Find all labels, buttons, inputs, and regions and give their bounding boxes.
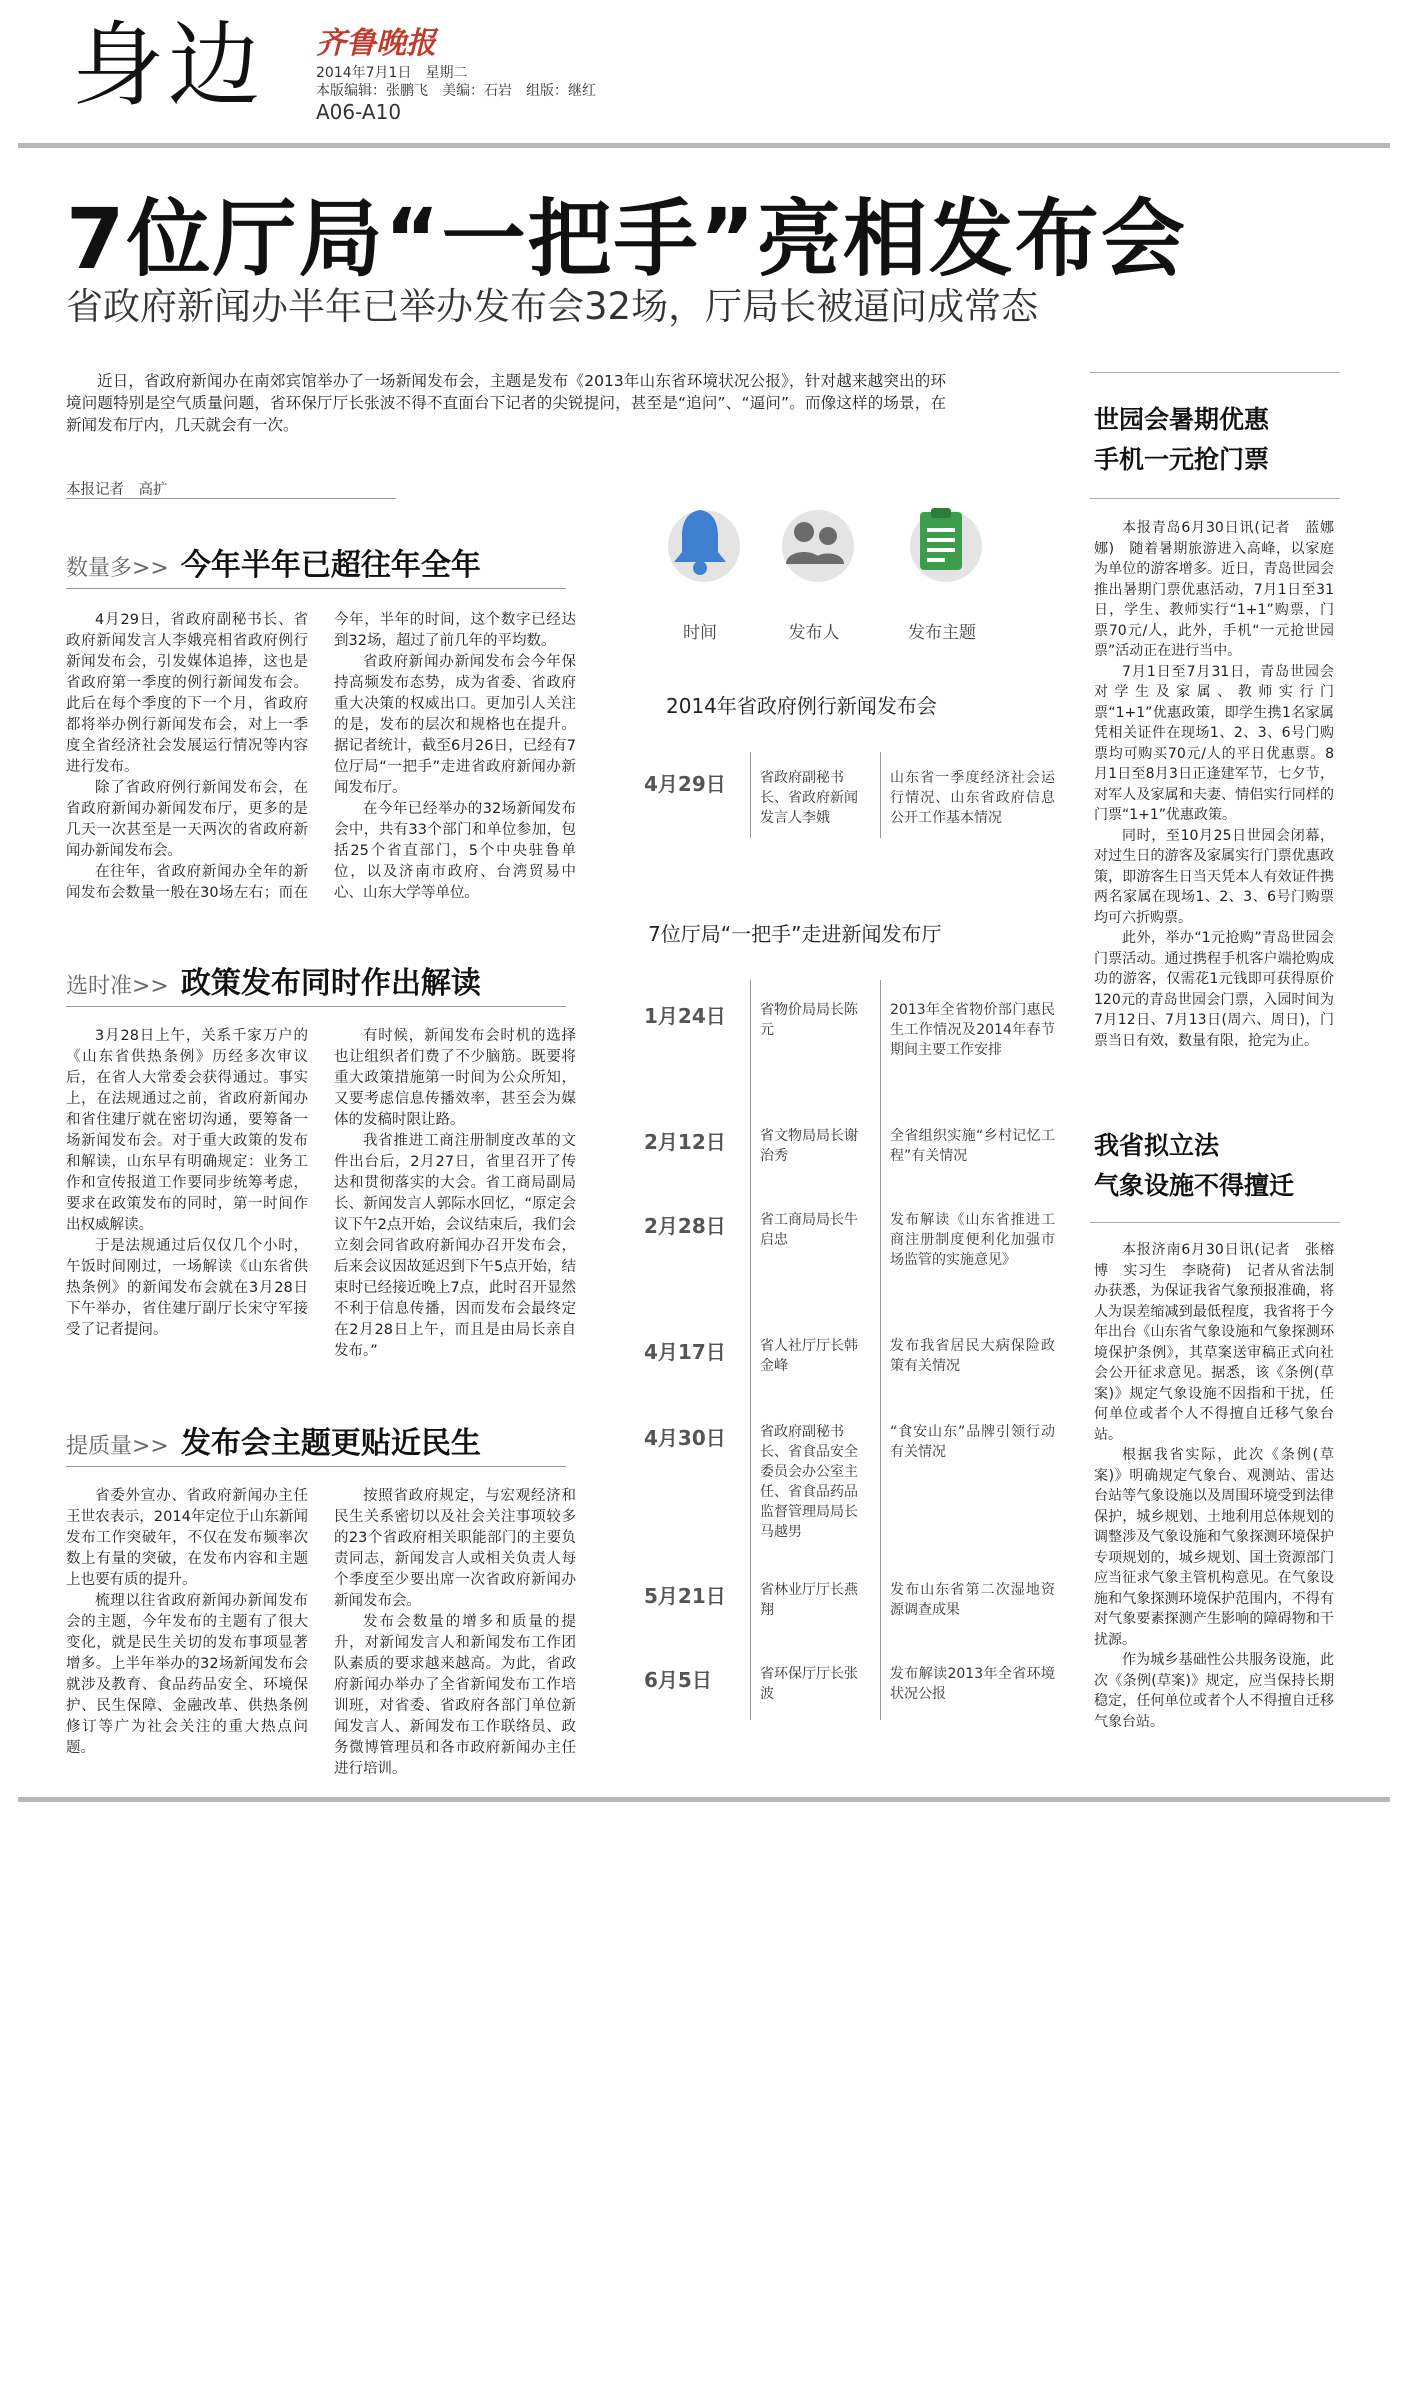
section-tag: 提质量>> <box>66 1434 169 1459</box>
paragraph: 本报济南6月30日讯(记者 张榕博 实习生 李晓荷) 记者从省法制办获悉，为保证我省气象预报准确，将人为误差缩减到最低程度，我省将于今年出台《山东省气象设施和气象探测环境保护条例》，其草案送审稿正式向社会公开征求意见。据悉，该《条例(草案)》规定气象设施不因指和干扰，任何单位或者个人不得擅自迁移气象台站。 <box>1094 1242 1334 1443</box>
row-topic: “食安山东”品牌引领行动有关情况 <box>890 1424 1055 1460</box>
row-topic: 山东省一季度经济社会运行情况、山东省政府信息公开工作基本情况 <box>890 770 1055 826</box>
headline: 7位厅局“一把手”亮相发布会 <box>66 190 1187 288</box>
section-tag: 数量多>> <box>66 556 169 581</box>
paragraph: 同时，至10月25日世园会闭幕，对过生日的游客及家属实行门票优惠政策，即游客生日当天凭本人有效证件携两名家属在现场1、2、3、6号门购票均可六折购票。 <box>1094 827 1334 926</box>
top-rule <box>18 143 1390 148</box>
row-date: 6月5日 <box>644 1668 712 1692</box>
row-topic: 发布解读2013年全省环境状况公报 <box>890 1666 1055 1702</box>
people-icon <box>772 500 856 584</box>
paragraph: 作为城乡基础性公共服务设施，此次《条例(草案)》规定，应当保持长期稳定，任何单位或者个人不得擅自迁移气象台站。 <box>1094 1652 1334 1730</box>
newspaper-logo: 齐鲁晚报 <box>316 26 436 61</box>
row-date: 4月30日 <box>644 1426 726 1450</box>
row-speaker: 省政府副秘书长、省食品安全委员会办公室主任、省食品药品监督管理局局长马越男 <box>760 1424 858 1540</box>
page-range: A06-A10 <box>316 100 402 124</box>
row-speaker: 省人社厅厅长韩金峰 <box>760 1338 858 1374</box>
table-title: 7位厅局“一把手”走进新闻发布厅 <box>648 922 942 946</box>
column-divider <box>750 980 751 1720</box>
row-topic: 2013年全省物价部门惠民生工作情况及2014年春节期间主要工作安排 <box>890 1002 1055 1058</box>
row-speaker: 省林业厅厅长燕翔 <box>760 1582 858 1618</box>
section-title-text: 今年半年已超往年全年 <box>180 548 481 583</box>
sidebar-rule <box>1090 1222 1340 1223</box>
section-rule <box>66 1006 566 1007</box>
column-divider <box>880 980 881 1720</box>
section-heading-timing <box>66 958 481 1002</box>
section-rule <box>66 588 566 589</box>
sidebar-story-body <box>1094 1240 1334 1732</box>
section-tag: 选时准>> <box>66 974 169 999</box>
paragraph: 梳理以往省政府新闻办新闻发布会的主题，今年发布的主题有了很大变化，就是民生关切的发布事项显著增多。上半年举办的32场新闻发布会就涉及教育、食品药品安全、环境保护、民生保障、金融改革、供热条例修订等广为社会关注的重大热点问题。 <box>66 1593 308 1756</box>
section-title-text: 发布会主题更贴近民生 <box>180 1426 481 1461</box>
paragraph: 省委外宣办、省政府新闻办主任王世农表示，2014年定位于山东新闻发布工作突破年，不仅在发布频率次数上有量的突破，在发布内容和主题上也要有质的提升。 <box>66 1488 308 1588</box>
paragraph: 7月1日至7月31日，青岛世园会对学生及家属、教师实行门票“1+1”优惠政策，即学生携1名家属凭相关证件在现场1、2、3、6号门购票均可购买70元/人的平日优惠票。8月1日至8月3日正逢建军节，七夕节，对军人及家属和夫妻、情侣实行同样的门票“1+1”优惠政策。 <box>1094 663 1334 823</box>
section-heading-quantity <box>66 540 481 584</box>
row-speaker: 省文物局局长谢治秀 <box>760 1128 858 1164</box>
row-speaker: 省工商局局长牛启忠 <box>760 1212 858 1248</box>
icon-label: 时间 <box>683 623 717 643</box>
paragraph: 3月28日上午，关系千家万户的《山东省供热条例》历经多次审议后，在省人大常委会获得通过。事实上，在法规通过之前，省政府新闻办和省住建厅就在密切沟通，要筹备一场新闻发布会。对于重大政策的发布和解读，山东早有明确规定：业务工作和宣传报道工作要同步统筹考虑，要求在政策发布的同时，第一时间作出权威解读。 <box>66 1028 308 1233</box>
paragraph: 4月29日，省政府副秘书长、省政府新闻发言人李娥亮相省政府例行新闻发布会，引发媒体追捧，这也是省政府第一季度的例行新闻发布会。此后在每个季度的下一个月，省政府都将举办例行新闻发布会，对上一季度全省经济社会发展运行情况等内容进行发布。 <box>66 612 308 775</box>
row-speaker: 省政府副秘书长、省政府新闻发言人李娥 <box>760 770 858 826</box>
row-date: 4月29日 <box>644 772 726 796</box>
paragraph: 在往年，省政府新闻办全年的新闻发布会数量一般在30场左右；而在今年，半年的时间，这个数字已经达到32场，超过了前几年的平均数。 <box>66 612 576 901</box>
row-topic: 发布解读《山东省推进工商注册制度便利化加强市场监管的实施意见》 <box>890 1212 1055 1268</box>
paragraph: 除了省政府例行新闻发布会，在省政府新闻办新闻发布厅，更多的是几天一次甚至是一天两次的省政府新闻办新闻发布会。 <box>66 780 308 859</box>
editors-line: 本版编辑：张鹏飞 美编：石岩 组版：继红 <box>316 83 596 99</box>
paragraph: 于是法规通过后仅仅几个小时，午饭时间刚过，一场解读《山东省供热条例》的新闻发布会就在3月28日下午举办，省住建厅副厅长宋守军接受了记者提问。 <box>66 1238 308 1338</box>
sidebar-headline-line: 气象设施不得擅迁 <box>1094 1171 1295 1200</box>
issue-date: 2014年7月1日 星期二 <box>316 65 468 81</box>
sidebar-headline-line: 手机一元抢门票 <box>1094 445 1270 474</box>
sidebar-headline-line: 我省拟立法 <box>1094 1131 1220 1160</box>
subheadline: 省政府新闻办半年已举办发布会32场，厅局长被逼问成常态 <box>66 285 1039 328</box>
table-title: 2014年省政府例行新闻发布会 <box>666 694 937 718</box>
row-date: 5月21日 <box>644 1584 726 1608</box>
byline-rule <box>66 498 396 499</box>
bottom-rule <box>18 1797 1390 1802</box>
paragraph: 在今年已经举办的32场新闻发布会中，共有33个部门和单位参加，包括25个省直部门，5个中央驻鲁单位，以及济南市政府、台湾贸易中心、山东大学等单位。 <box>334 801 576 901</box>
section-rule <box>66 1466 566 1467</box>
row-date: 1月24日 <box>644 1004 726 1028</box>
sidebar-story-body <box>1094 518 1334 1051</box>
section-title: 身边 <box>72 12 265 119</box>
paragraph: 有时候，新闻发布会时机的选择也让组织者们费了不少脑筋。既要将重大政策措施第一时间为公众所知，又要考虑信息传播效率，甚至会为媒体的发稿时限让路。 <box>334 1028 576 1128</box>
row-topic: 发布山东省第二次湿地资源调查成果 <box>890 1582 1055 1618</box>
section-body-timing <box>66 1026 576 1362</box>
section-body-quality <box>66 1486 576 1780</box>
lead-paragraph: 近日，省政府新闻办在南郊宾馆举办了一场新闻发布会，主题是发布《2013年山东省环境状况公报》，针对越来越突出的环境问题特别是空气质量问题，省环保厅厅长张波不得不直面台下记者的尖锐提问，甚至是“追问”、“逼问”。而像这样的场景，在新闻发布厅内，几天就会有一次。 <box>66 372 946 434</box>
icon-label: 发布人 <box>788 623 840 643</box>
paragraph: 本报青岛6月30日讯(记者 蓝娜娜) 随着暑期旅游进入高峰，以家庭为单位的游客增多。近日，青岛世园会推出暑期门票优惠活动，7月1日至31日，学生、教师实行“1+1”购票，门票70元/人，此外，手机“一元抢世园票”活动正在进行当中。 <box>1094 520 1334 659</box>
bell-icon <box>658 500 742 584</box>
icon-label: 发布主题 <box>908 623 976 643</box>
paragraph: 省政府新闻办新闻发布会今年保持高频发布态势，成为省委、省政府重大决策的权威出口。更加引人关注的是，发布的层次和规格也在提升。据记者统计，截至6月26日，已经有7位厅局“一把手”走进省政府新闻办新闻发布厅。 <box>334 654 576 796</box>
sidebar-headline-line: 世园会暑期优惠 <box>1094 405 1270 434</box>
paragraph: 此外，举办“1元抢购”青岛世园会门票活动。通过携程手机客户端抢购成功的游客，仅需花1元钱即可获得原价120元的青岛世园会门票，入园时间为7月12日、7月13日(周六、周日)，门票当日有效，数量有限，抢完为止。 <box>1094 930 1334 1049</box>
byline: 本报记者 高扩 <box>66 482 168 498</box>
column-divider <box>880 752 881 838</box>
section-heading-quality <box>66 1418 481 1462</box>
row-topic: 全省组织实施“乡村记忆工程”有关情况 <box>890 1128 1055 1164</box>
row-date: 4月17日 <box>644 1340 726 1364</box>
row-topic: 发布我省居民大病保险政策有关情况 <box>890 1338 1055 1374</box>
sidebar-headline <box>1094 1126 1294 1206</box>
paragraph: 按照省政府规定，与宏观经济和民生关系密切以及社会关注事项较多的23个省政府相关职能部门的主要负责同志，新闻发言人或相关负责人每个季度至少要出席一次省政府新闻办新闻发布会。 <box>334 1488 576 1609</box>
paragraph: 根据我省实际，此次《条例(草案)》明确规定气象台、观测站、雷达台站等气象设施以及周围环境受到法律保护，城乡规划、土地利用总体规划的调整涉及气象设施和气象探测环境保护专项规划的，城乡规划、国土资源部门应当征求气象主管机构意见。在气象设施和气象探测环境保护范围内，不得有对气象要素探测产生影响的障碍物和干扰源。 <box>1094 1447 1334 1648</box>
row-date: 2月28日 <box>644 1214 726 1238</box>
clipboard-icon <box>900 500 984 584</box>
row-date: 2月12日 <box>644 1130 726 1154</box>
row-speaker: 省物价局局长陈元 <box>760 1002 858 1038</box>
row-speaker: 省环保厅厅长张波 <box>760 1666 858 1702</box>
paragraph: 我省推进工商注册制度改革的文件出台后，2月27日，省里召开了传达和贯彻落实的大会。省工商局副局长、新闻发言人郭际水回忆，“原定会议下午2点开始，会议结束后，我们会立刻会同省政府新闻办召开发布会，后来会议因故延迟到下午5点开始，结束时已经接近晚上7点，此时召开显然不利于信息传播，因而发布会最终定在2月28日上午，而且是由局长亲自发布。” <box>334 1133 576 1359</box>
paragraph: 发布会数量的增多和质量的提升，对新闻发言人和新闻发布工作团队素质的要求越来越高。为此，省政府新闻办举办了全省新闻发布工作培训班，对省委、省政府各部门单位新闻发言人、新闻发布工作联络员、政务微博管理员和各市政府新闻办主任进行培训。 <box>334 1614 576 1777</box>
column-divider <box>750 752 751 838</box>
sidebar-rule <box>1090 372 1340 373</box>
sidebar-rule <box>1090 498 1340 499</box>
section-title-text: 政策发布同时作出解读 <box>180 966 481 1001</box>
section-body-quantity <box>66 610 576 904</box>
sidebar-headline <box>1094 400 1269 480</box>
